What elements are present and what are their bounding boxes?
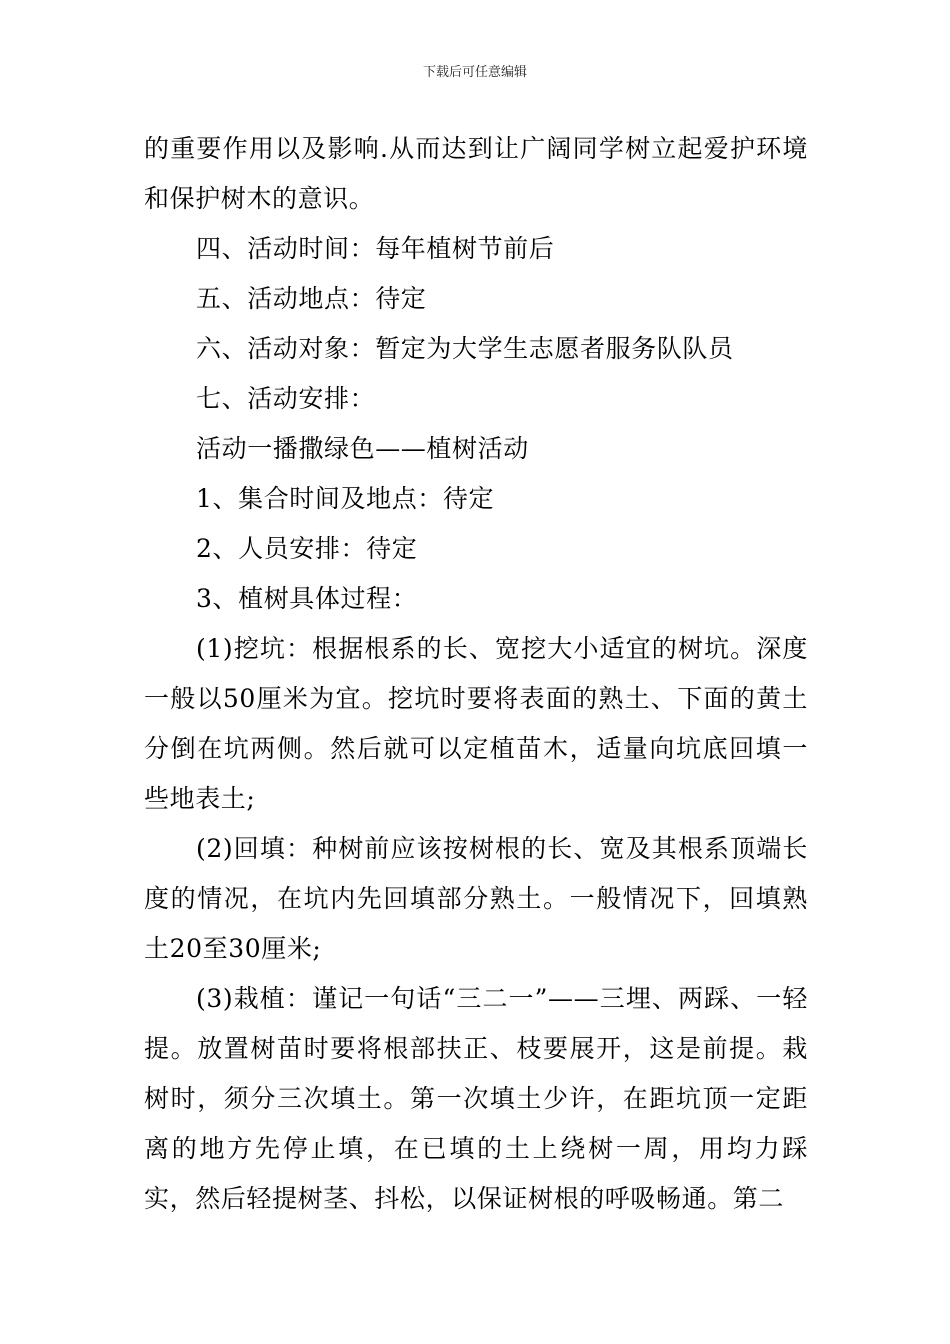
- paragraph-step-backfill: (2)回填：种树前应该按树根的长、宽及其根系顶端长度的情况，在坑内先回填部分熟土。一般情况下，回填熟土20至30厘米;: [144, 834, 808, 963]
- paragraph-activity-one-title: 活动一播撒绿色——植树活动: [196, 434, 529, 463]
- paragraph-gathering: 1、集合时间及地点：待定: [196, 484, 495, 513]
- paragraph-activity-target: 六、活动对象：暂定为大学生志愿者服务队队员: [196, 334, 734, 363]
- paragraph-process-title: 3、植树具体过程：: [196, 584, 418, 613]
- paragraph-activity-arrangement: 七、活动安排：: [196, 384, 376, 413]
- paragraph-staffing: 2、人员安排：待定: [196, 534, 418, 563]
- paragraph-continuation: 的重要作用以及影响.从而达到让广阔同学树立起爱护环境和保护树木的意识。: [144, 134, 808, 213]
- page-header: 下载后可任意编辑: [422, 65, 527, 80]
- paragraph-step-dig: (1)挖坑：根据根系的长、宽挖大小适宜的树坑。深度一般以50厘米为宜。挖坑时要将表面的熟土、下面的黄土分倒在坑两侧。然后就可以定植苗木，适量向坑底回填一些地表土;: [144, 634, 808, 813]
- paragraph-activity-location: 五、活动地点：待定: [196, 284, 427, 313]
- document-body: [144, 124, 808, 1224]
- paragraph-activity-time: 四、活动时间：每年植树节前后: [196, 234, 555, 263]
- paragraph-step-planting: (3)栽植：谨记一句话“三二一”——三埋、两踩、一轻提。放置树苗时要将根部扶正、枝要展开，这是前提。栽树时，须分三次填土。第一次填土少许，在距坑顶一定距离的地方先停止填，在已填的土上绕树一周，用均力踩实，然后轻提树茎、抖松，以保证树根的呼吸畅通。第二: [144, 984, 808, 1213]
